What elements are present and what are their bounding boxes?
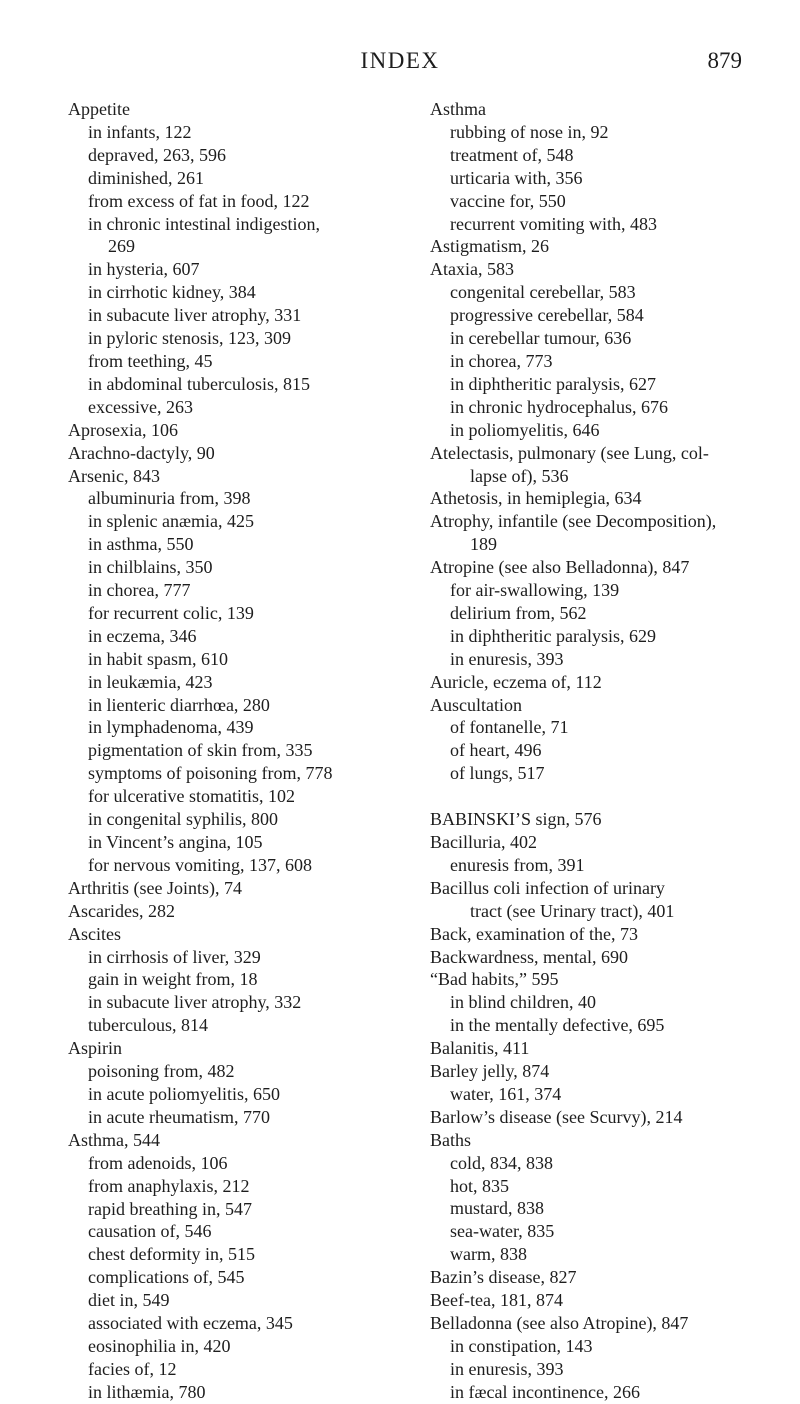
index-heading: Arsenic, 843 [68,465,160,486]
index-subentry: in hysteria, 607 [88,259,200,280]
index-subentry: warm, 838 [450,1244,527,1265]
index-subentry: rapid breathing in, 547 [88,1198,252,1219]
index-subentry: diet in, 549 [88,1290,170,1311]
index-heading: Atrophy, infantile (see Decomposition), [430,511,717,532]
index-subentry: depraved, 263, 596 [88,144,226,165]
index-heading: Athetosis, in hemiplegia, 634 [430,488,642,509]
index-subentry: in eczema, 346 [88,625,197,646]
index-subentry: in acute poliomyelitis, 650 [88,1083,280,1104]
index-subentry: excessive, 263 [88,396,193,417]
index-subentry: in Vincent’s angina, 105 [88,832,263,852]
index-subentry: chest deformity in, 515 [88,1244,255,1265]
index-subentry: water, 161, 374 [450,1083,562,1104]
index-subentry: in habit spasm, 610 [88,648,228,669]
index-heading: Atelectasis, pulmonary (see Lung, col- [430,442,709,463]
index-subentry: for ulcerative stomatitis, 102 [88,786,295,807]
index-heading: Barlow’s disease (see Scurvy), 214 [430,1106,683,1127]
entry-gap [430,785,745,808]
index-heading: Beef-tea, 181, 874 [430,1290,563,1311]
index-subentry: in fæcal incontinence, 266 [450,1381,640,1402]
index-subentry: pigmentation of skin from, 335 [88,740,313,761]
index-heading: Ascarides, 282 [68,900,175,921]
index-heading: BABINSKI’S sign, 576 [430,809,602,830]
index-subentry: for nervous vomiting, 137, 608 [88,854,312,875]
index-subentry: progressive cerebellar, 584 [450,305,644,326]
index-subentry: vaccine for, 550 [450,190,566,211]
index-heading: Back, examination of the, 73 [430,923,638,944]
index-subentry: treatment of, 548 [450,144,574,165]
index-heading: Asthma, 544 [68,1129,160,1150]
index-heading: Aprosexia, 106 [68,419,178,440]
index-subentry: in cerebellar tumour, 636 [450,328,632,349]
index-subentry: from excess of fat in food, 122 [88,190,310,211]
index-heading: Bacilluria, 402 [430,831,537,852]
index-subentry: from anaphylaxis, 212 [88,1175,250,1196]
index-subentry: enuresis from, 391 [450,854,585,875]
index-heading: Atropine (see also Belladonna), 847 [430,557,690,578]
index-subentry: in subacute liver atrophy, 332 [88,992,302,1013]
page-header [0,48,800,80]
index-subentry: cold, 834, 838 [450,1152,553,1173]
page-number: 879 [707,48,742,73]
index-subentry: urticaria with, 356 [450,167,583,188]
index-subentry: tuberculous, 814 [88,1015,208,1036]
index-heading: “Bad habits,” 595 [430,969,559,990]
index-subentry: congenital cerebellar, 583 [450,282,636,303]
index-subentry: in splenic anæmia, 425 [88,511,254,532]
index-subentry: associated with eczema, 345 [88,1313,293,1334]
index-subentry: delirium from, 562 [450,602,587,623]
index-subentry: from teething, 45 [88,350,213,371]
index-subentry: recurrent vomiting with, 483 [450,213,657,234]
index-subentry: in infants, 122 [88,121,192,142]
index-heading: Balanitis, 411 [430,1038,530,1059]
index-subentry: in abdominal tuberculosis, 815 [88,373,310,394]
index-subentry: in chronic intestinal indigestion, [88,213,320,234]
index-subentry: lapse of), 536 [470,465,569,486]
index-heading: Auscultation [430,694,522,715]
index-subentry: in lienteric diarrhœa, 280 [88,694,270,715]
index-subentry: in blind children, 40 [450,992,596,1013]
index-subentry: of fontanelle, 71 [450,717,569,738]
index-subentry: in lymphadenoma, 439 [88,717,254,738]
index-heading: Barley jelly, 874 [430,1061,550,1082]
index-subentry: diminished, 261 [88,167,204,188]
index-subentry: of lungs, 517 [450,763,545,784]
index-subentry: mustard, 838 [450,1198,544,1219]
index-subentry: in lithæmia, 780 [88,1381,206,1402]
index-heading: Astigmatism, 26 [430,236,550,257]
index-subentry: in subacute liver atrophy, 331 [88,305,302,326]
index-subentry: hot, 835 [450,1175,510,1196]
index-subentry: rubbing of nose in, 92 [450,121,609,142]
index-subentry: in diphtheritic paralysis, 627 [450,373,656,394]
index-heading: Bazin’s disease, 827 [430,1267,577,1288]
index-heading: Bacillus coli infection of urinary [430,877,665,898]
index-subentry: eosinophilia in, 420 [88,1335,231,1356]
left-index-column [68,98,423,1404]
index-subentry: complications of, 545 [88,1267,245,1288]
index-heading: Arthritis (see Joints), 74 [68,877,242,898]
index-subentry: in pyloric stenosis, 123, 309 [88,328,291,349]
page-title: INDEX [360,48,440,73]
index-subentry: in leukæmia, 423 [88,671,213,692]
index-subentry: in acute rheumatism, 770 [88,1106,270,1127]
index-subentry: in the mentally defective, 695 [450,1015,665,1036]
index-subentry: in enuresis, 393 [450,648,564,669]
index-subentry: in asthma, 550 [88,534,194,555]
index-subentry: of heart, 496 [450,740,542,761]
index-heading: Arachno-dactyly, 90 [68,442,215,463]
index-heading: Appetite [68,99,130,119]
index-subentry: in poliomyelitis, 646 [450,419,600,440]
index-subentry: for recurrent colic, 139 [88,602,254,623]
index-heading: Baths [430,1129,472,1150]
index-subentry: in congenital syphilis, 800 [88,809,278,830]
index-subentry: symptoms of poisoning from, 778 [88,763,333,784]
index-heading: Aspirin [68,1038,122,1059]
index-subentry: sea-water, 835 [450,1221,555,1242]
index-subentry: in chorea, 773 [450,350,553,371]
index-heading: Ataxia, 583 [430,259,514,280]
index-subentry: 189 [470,534,497,555]
index-subentry: albuminuria from, 398 [88,488,251,509]
index-subentry: in chilblains, 350 [88,557,213,578]
index-heading: Belladonna (see also Atropine), 847 [430,1313,689,1334]
index-subentry: from adenoids, 106 [88,1152,228,1173]
index-subentry: facies of, 12 [88,1358,177,1379]
index-subentry: poisoning from, 482 [88,1061,235,1082]
right-index-column [430,98,745,1404]
index-subentry: tract (see Urinary tract), 401 [470,900,675,921]
index-subentry: gain in weight from, 18 [88,969,258,990]
index-subentry: causation of, 546 [88,1221,212,1242]
index-subentry: in diphtheritic paralysis, 629 [450,625,656,646]
index-subentry: in enuresis, 393 [450,1358,564,1379]
index-heading: Ascites [68,923,121,944]
index-subentry: in cirrhosis of liver, 329 [88,946,261,967]
index-subentry: in cirrhotic kidney, 384 [88,282,256,303]
index-heading: Backwardness, mental, 690 [430,946,628,967]
index-heading: Auricle, eczema of, 112 [430,671,602,692]
index-subentry: in chorea, 777 [88,580,191,601]
index-subentry: in constipation, 143 [450,1335,593,1356]
index-subentry: for air-swallowing, 139 [450,580,620,601]
index-subentry: 269 [108,236,135,257]
index-subentry: in chronic hydrocephalus, 676 [450,396,668,417]
index-heading: Asthma [430,99,486,119]
